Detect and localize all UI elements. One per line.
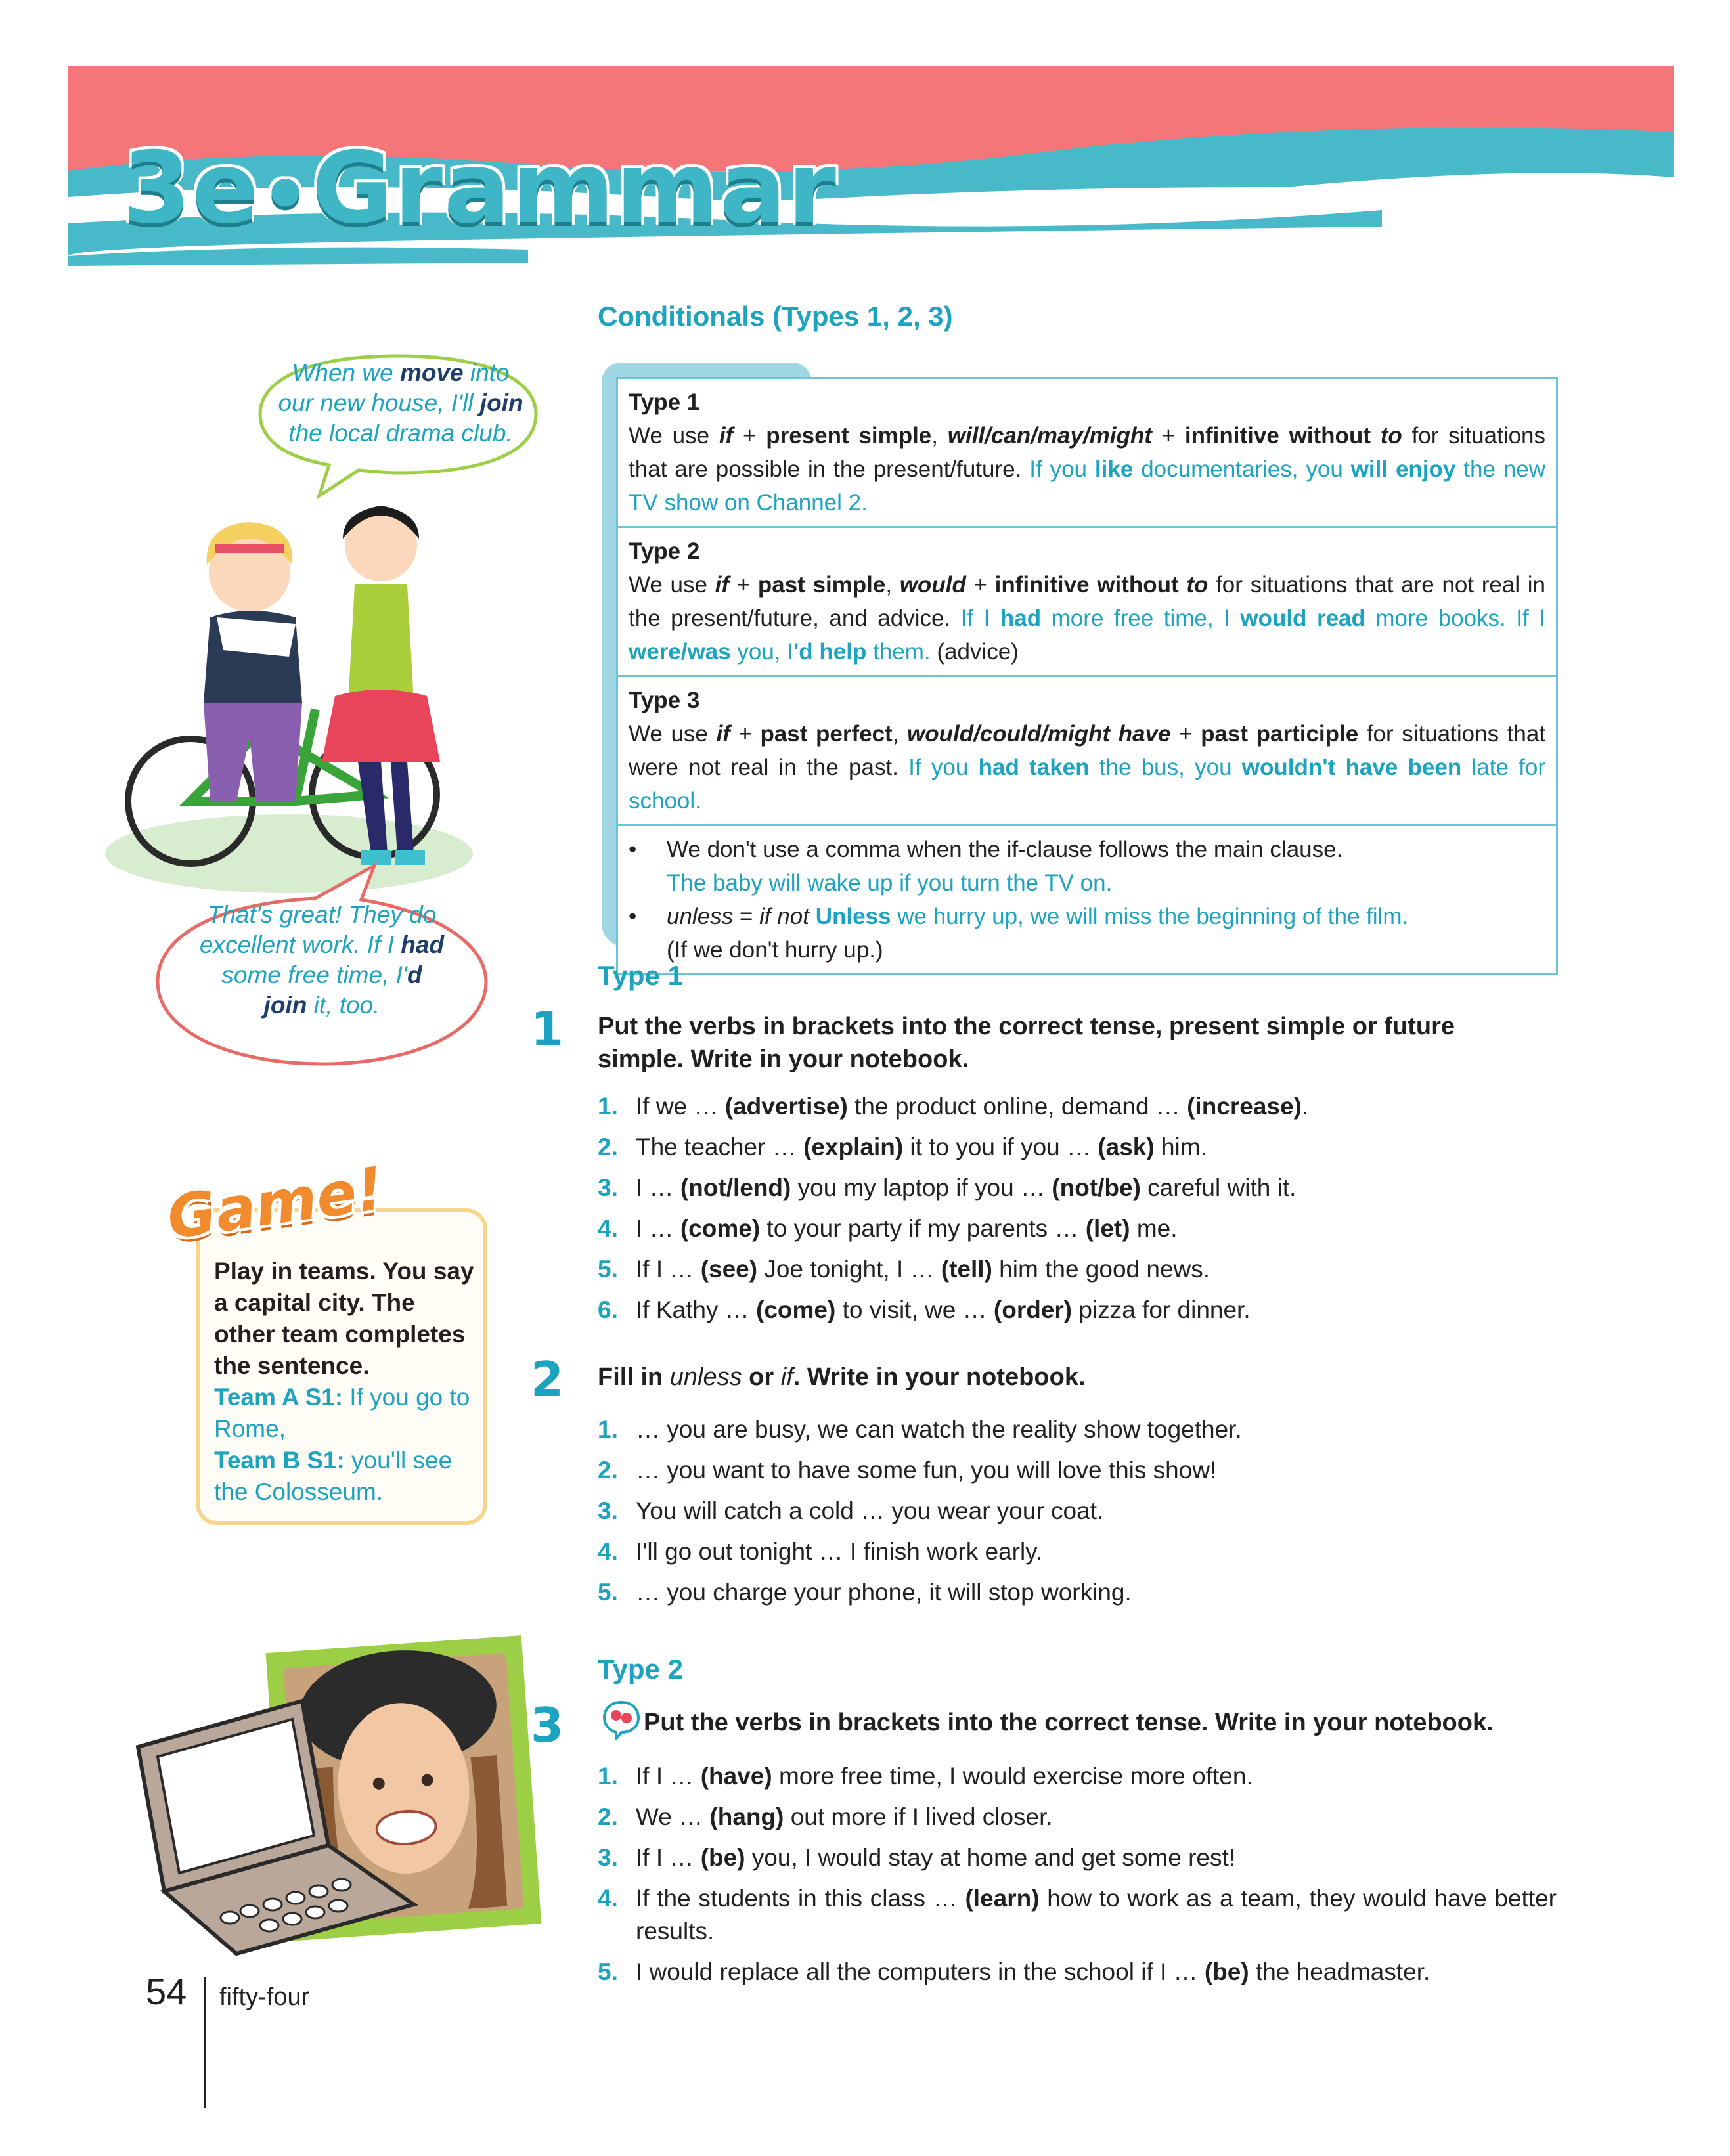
- item-text: Joe tonight, I …: [757, 1256, 941, 1283]
- type2-plus: +: [729, 572, 758, 598]
- item-text: how to work as a team, they would have better results.: [636, 1885, 1557, 1945]
- exercise-2-item: [598, 1531, 1557, 1572]
- type1-infinitive: infinitive without: [1184, 423, 1381, 449]
- item-verb: (increase): [1187, 1093, 1302, 1120]
- item-text: If I …: [636, 1844, 701, 1871]
- note-unless-equals: =: [733, 904, 760, 929]
- grammar-type2: [618, 528, 1556, 677]
- exercise-3-item: [598, 1797, 1557, 1837]
- item-number: 4.: [598, 1215, 618, 1242]
- item-text: … you charge your phone, it will stop working.: [636, 1579, 1132, 1606]
- item-number: 1.: [598, 1763, 618, 1790]
- exercise-2-instr-c: . Write in your notebook.: [793, 1363, 1086, 1391]
- bubble-bottom-text-1: That's great! They do excellent work. If I: [199, 901, 437, 958]
- exercise-3-list: [598, 1756, 1557, 1992]
- speech-bubble-top: [276, 358, 525, 449]
- type2-example-help: 'd help: [793, 639, 867, 665]
- item-text: We …: [636, 1803, 710, 1830]
- unit-code: 3e: [122, 131, 261, 246]
- item-text: If I …: [636, 1256, 701, 1283]
- item-text: careful with it.: [1140, 1174, 1297, 1201]
- type3-example-2: the bus, you: [1089, 755, 1242, 780]
- exercise-2-number: 2: [531, 1352, 564, 1407]
- exercise-2-item: [598, 1491, 1557, 1531]
- type2-example-5: them.: [866, 639, 931, 665]
- type3-text: We use: [629, 721, 717, 747]
- item-verb: (learn): [965, 1885, 1040, 1912]
- bubble-top-join: join: [479, 389, 523, 416]
- type2-to: to: [1186, 572, 1209, 598]
- type1-tense: present simple: [766, 423, 932, 449]
- game-team-b-text: you'll see the Colosseum.: [214, 1447, 453, 1505]
- note-unless-paren: (If we don't hurry up.): [667, 937, 883, 963]
- type2-tense: past simple: [757, 572, 886, 598]
- type1-if: if: [719, 423, 734, 449]
- exercise-2-instr-b: or: [742, 1363, 781, 1391]
- item-verb: (tell): [941, 1256, 992, 1283]
- item-text: it to you if you …: [903, 1133, 1098, 1160]
- type1-modals: will/can/may/might: [947, 423, 1152, 449]
- type3-plus-2: +: [1170, 721, 1201, 747]
- grammar-type3: [618, 677, 1556, 826]
- item-verb: (be): [700, 1844, 745, 1871]
- item-verb: (hang): [709, 1803, 784, 1830]
- type1-to: to: [1380, 423, 1402, 449]
- game-instruction: Play in teams. You say a capital city. The other team completes the sentence.: [214, 1258, 474, 1379]
- girls-bicycle-illustration: [99, 486, 479, 893]
- game-text: [214, 1256, 477, 1508]
- type1-plus: +: [733, 423, 766, 449]
- bubble-top-text-1: When we: [292, 359, 400, 386]
- bubble-top-move: move: [399, 359, 464, 386]
- item-text: me.: [1130, 1215, 1178, 1242]
- item-verb: (advertise): [724, 1093, 848, 1120]
- item-verb: (not/be): [1052, 1174, 1141, 1201]
- note-unless-example-word: Unless: [815, 904, 891, 929]
- type2-desc: for situations that are not real in the present/future, and advice.: [629, 572, 1546, 631]
- exercise-2-instr-a: Fill in: [598, 1363, 670, 1391]
- bubble-bottom-text-2: some free time, I': [221, 961, 407, 988]
- item-text: .: [1301, 1093, 1309, 1120]
- item-number: 2.: [598, 1133, 618, 1160]
- note-unless-word: unless: [667, 904, 734, 929]
- exercise-2-list: [598, 1409, 1557, 1613]
- type1-subheading: Type 1: [598, 960, 683, 991]
- type1-label: Type 1: [629, 389, 700, 415]
- type2-if: if: [715, 572, 730, 598]
- grammar-notes: [618, 826, 1556, 973]
- speech-bubble-bottom: [197, 900, 447, 1021]
- type2-example-were: were/was: [629, 639, 731, 665]
- item-number: 2.: [598, 1457, 618, 1484]
- type1-text: We use: [629, 423, 719, 449]
- item-number: 5.: [598, 1579, 618, 1606]
- bubble-bottom-join: d join: [263, 961, 422, 1019]
- exercise-2-instruction: [598, 1361, 1543, 1394]
- type1-example-will: will enjoy: [1350, 456, 1456, 482]
- item-text: you my laptop if you …: [791, 1174, 1052, 1201]
- footer-divider: [204, 1977, 206, 2108]
- type3-modals: would/could/might have: [906, 721, 1171, 747]
- item-verb: (be): [1204, 1958, 1249, 1985]
- exercise-1-item: [598, 1127, 1557, 1168]
- item-verb: (order): [993, 1296, 1073, 1323]
- item-number: 3.: [598, 1174, 618, 1201]
- exercise-1-item: [598, 1249, 1557, 1290]
- type2-label: Type 2: [629, 539, 700, 564]
- type2-subheading: Type 2: [598, 1654, 683, 1684]
- unit-name: Grammar: [311, 131, 837, 246]
- item-verb: (have): [700, 1763, 772, 1790]
- type3-desc: for situations that were not real in the past.: [629, 721, 1546, 780]
- item-verb: (let): [1085, 1215, 1130, 1242]
- exercise-2-instr-unless: unless: [669, 1363, 742, 1391]
- item-text: out more if I lived closer.: [784, 1803, 1053, 1830]
- type1-example-3: the new TV show on Channel 2.: [629, 456, 1546, 516]
- laptop-photo-illustration: [131, 1629, 545, 1957]
- type1-example-1: If you: [1029, 456, 1095, 482]
- type3-label: Type 3: [629, 688, 700, 713]
- game-team-b-label: Team B S1:: [214, 1447, 345, 1474]
- type1-plus-2: +: [1151, 423, 1185, 449]
- item-verb: (explain): [803, 1133, 904, 1160]
- exercise-3-item: [598, 1837, 1557, 1878]
- type2-plus-2: +: [965, 572, 995, 598]
- type2-example-1: If I: [960, 605, 1000, 631]
- exercise-1-item: [598, 1168, 1557, 1208]
- exercise-1-item: [598, 1086, 1557, 1127]
- item-verb: (ask): [1098, 1133, 1155, 1160]
- exercise-1-number: 1: [531, 1001, 564, 1057]
- type3-participle: past participle: [1201, 721, 1359, 747]
- item-text: him.: [1154, 1133, 1207, 1160]
- item-text: pizza for dinner.: [1072, 1296, 1251, 1323]
- item-text: the headmaster.: [1249, 1958, 1431, 1985]
- item-text: … you are busy, we can watch the reality show together.: [636, 1416, 1242, 1443]
- type2-modal: would: [899, 572, 966, 598]
- item-number: 5.: [598, 1256, 618, 1283]
- item-verb: (come): [680, 1215, 761, 1242]
- exercise-2-item: [598, 1450, 1557, 1491]
- type2-example-would: would read: [1240, 605, 1365, 631]
- type2-example-4: you, I: [730, 639, 793, 665]
- game-team-a-text: If you go to Rome,: [214, 1384, 470, 1442]
- item-number: 1.: [598, 1416, 618, 1443]
- type3-example-3: late for school.: [629, 755, 1546, 814]
- item-text: If we …: [636, 1093, 725, 1120]
- item-text: If I …: [636, 1763, 701, 1790]
- item-number: 3.: [598, 1497, 618, 1524]
- type2-text: We use: [629, 572, 715, 598]
- note-comma-text: • We don't use a comma when the if-clause follows the main clause.: [667, 837, 1343, 862]
- type3-tense: past perfect: [760, 721, 893, 747]
- exercise-3-item: [598, 1882, 1557, 1948]
- note-unless-ifnot: if not: [759, 904, 809, 929]
- note-unless-space: [809, 904, 816, 929]
- exercise-2-item: [598, 1409, 1557, 1450]
- note-comma: [629, 833, 1545, 900]
- item-number: 2.: [598, 1803, 618, 1830]
- item-text: The teacher …: [636, 1133, 804, 1160]
- item-verb: (see): [700, 1256, 758, 1283]
- type1-example-2: documentaries, you: [1133, 456, 1351, 482]
- exercise-1-instruction: Put the verbs in brackets into the correct tense, present simple or future simple. Write in your notebook.: [598, 1013, 1455, 1073]
- item-number: 5.: [598, 1958, 618, 1985]
- item-text: to your party if my parents …: [760, 1215, 1086, 1242]
- item-text: him the good news.: [992, 1256, 1210, 1283]
- item-number: 3.: [598, 1844, 618, 1871]
- type1-desc: for situations that are possible in the present/future.: [629, 423, 1546, 482]
- exercise-3-instruction: Put the verbs in brackets into the correct tense. Write in your notebook.: [644, 1709, 1494, 1736]
- exercise-3-item: [598, 1952, 1557, 1992]
- item-text: the product online, demand …: [847, 1093, 1187, 1120]
- type2-example-2: more free time, I: [1041, 605, 1241, 631]
- type3-example-1: If you: [908, 755, 979, 780]
- note-unless-example: we hurry up, we will miss the beginning of the film.: [891, 904, 1409, 929]
- item-number: 1.: [598, 1093, 618, 1120]
- item-text: I would replace all the computers in the school if I …: [636, 1958, 1205, 1985]
- type3-example-wouldnt: wouldn't have been: [1241, 755, 1462, 780]
- item-text: … you want to have some fun, you will love this show!: [636, 1457, 1217, 1484]
- item-number: 4.: [598, 1538, 618, 1565]
- type2-note: (advice): [930, 639, 1019, 665]
- grammar-box: [616, 377, 1558, 975]
- item-text: If Kathy …: [636, 1296, 757, 1323]
- note-comma-example: The baby will wake up if you turn the TV on.: [667, 870, 1113, 896]
- item-text: I …: [636, 1174, 680, 1201]
- item-verb: (come): [756, 1296, 836, 1323]
- bubble-top-text-3: the local drama club.: [288, 420, 513, 447]
- bubble-bottom-had: had: [401, 931, 445, 958]
- type2-example-had: had: [1000, 605, 1042, 631]
- exercise-1-item: [598, 1208, 1557, 1249]
- item-text: to visit, we …: [835, 1296, 994, 1323]
- type1-example-like: like: [1094, 456, 1134, 482]
- item-text: You will catch a cold … you wear your coat.: [636, 1497, 1104, 1524]
- item-number: 4.: [598, 1885, 618, 1912]
- exercise-2-instr-if: if: [780, 1363, 793, 1391]
- game-team-a-label: Team A S1:: [214, 1384, 344, 1411]
- grammar-type1: [618, 379, 1556, 528]
- bubble-top-text-2: into our new house, I'll: [278, 359, 510, 416]
- page-number-words: fifty-four: [219, 1983, 310, 2011]
- speaking-pair-icon: [602, 1700, 641, 1740]
- game-title: Game!: [163, 1154, 388, 1253]
- unit-title: [122, 131, 837, 246]
- type1-comma: ,: [931, 423, 948, 449]
- type3-plus: +: [730, 721, 761, 747]
- conditionals-heading: Conditionals (Types 1, 2, 3): [598, 301, 953, 332]
- item-text: more free time, I would exercise more often.: [772, 1763, 1253, 1790]
- type2-comma: ,: [885, 572, 900, 598]
- title-separator: •: [260, 150, 312, 241]
- exercise-1-item: [598, 1290, 1557, 1331]
- page-number: 54: [146, 1971, 187, 2012]
- exercise-3-number: 3: [531, 1698, 564, 1753]
- exercise-1-list: [598, 1086, 1557, 1331]
- type3-comma: ,: [892, 721, 907, 747]
- type2-example-3: more books. If I: [1365, 605, 1545, 631]
- item-verb: (not/lend): [680, 1174, 791, 1201]
- item-text: I'll go out tonight … I finish work early.: [636, 1538, 1043, 1565]
- item-text: If the students in this class …: [636, 1885, 965, 1912]
- item-text: I …: [636, 1215, 680, 1242]
- item-text: you, I would stay at home and get some rest!: [745, 1844, 1236, 1871]
- type3-example-had: had taken: [978, 755, 1090, 780]
- bubble-bottom-text-3: it, too.: [307, 992, 380, 1019]
- item-number: 6.: [598, 1296, 618, 1323]
- type2-infinitive: infinitive without: [994, 572, 1187, 598]
- type3-if: if: [716, 721, 730, 747]
- note-unless: [629, 900, 1545, 967]
- exercise-2-item: [598, 1572, 1557, 1613]
- exercise-3-item: [598, 1756, 1557, 1797]
